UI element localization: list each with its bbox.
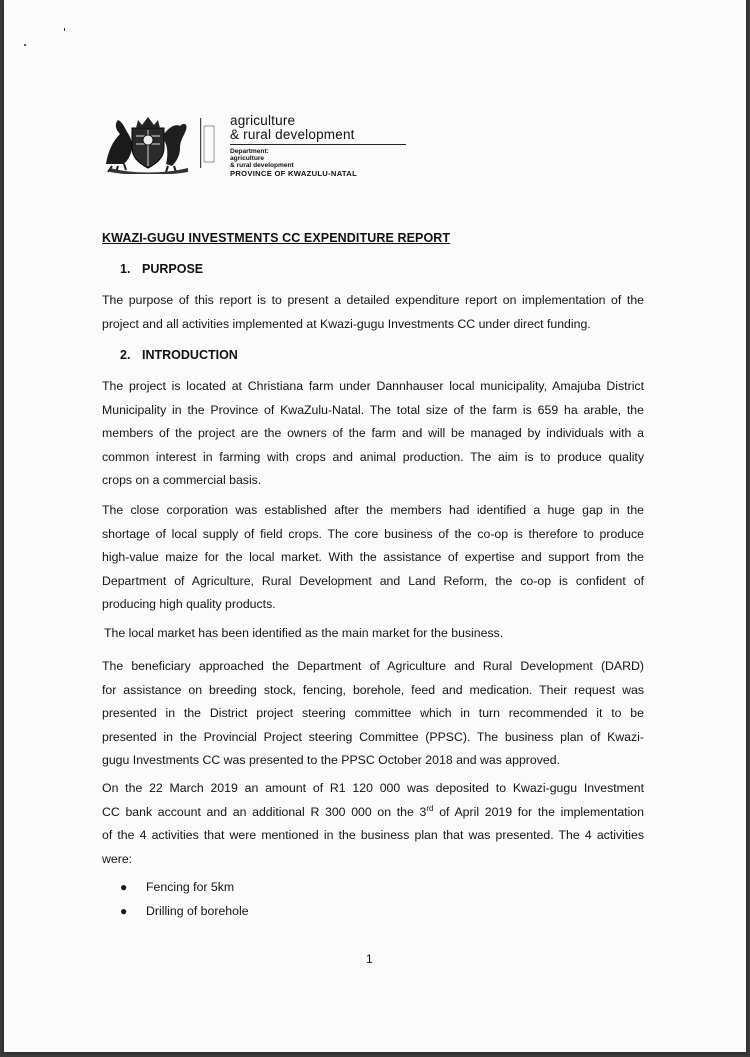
paragraph-line: high-value maize for the local market. With the assistance of expertise and support from the bbox=[102, 550, 644, 564]
paragraph-line: crops on a commercial basis. bbox=[102, 473, 262, 487]
list-item bbox=[120, 878, 249, 902]
paragraph-line: The local market has been identified as the main market for the business. bbox=[104, 626, 504, 640]
paragraph-line: were: bbox=[102, 851, 133, 866]
paragraph-line: common interest in farming with crops and animal production. The aim is to produce quality bbox=[102, 449, 644, 464]
document-page bbox=[4, 0, 746, 1052]
paragraph-line: The close corporation was established after the members had identified a huge gap in the bbox=[102, 503, 644, 517]
paragraph-line: presented in the Provincial Project steering Committee (PPSC). The business plan of Kwazi- bbox=[102, 729, 644, 744]
paragraph-line: presented in the District project steering committee which in turn recommended it to be bbox=[102, 706, 644, 720]
intro-paragraph-5 bbox=[102, 777, 644, 871]
intro-paragraph-3 bbox=[104, 622, 646, 646]
letterhead bbox=[102, 112, 412, 176]
page-number: 1 bbox=[366, 952, 373, 966]
scan-speck bbox=[24, 44, 26, 46]
brand-small-agriculture: agriculture bbox=[230, 155, 265, 162]
list-item-text: Fencing for 5km bbox=[146, 880, 235, 894]
section-number: 1. bbox=[120, 262, 131, 276]
bullet-icon: ● bbox=[120, 880, 128, 894]
section-heading-purpose bbox=[120, 262, 203, 276]
intro-paragraph-2 bbox=[102, 499, 644, 617]
section-heading-introduction bbox=[120, 348, 238, 362]
brand-province: PROVINCE OF KWAZULU-NATAL bbox=[230, 169, 358, 178]
paragraph-line: The purpose of this report is to present a detailed expenditure report on implementation of the bbox=[102, 293, 644, 307]
ordinal-suffix: rd bbox=[426, 803, 434, 813]
brand-department-label: Department: bbox=[230, 148, 269, 155]
brand-line-rural-development: & rural development bbox=[230, 127, 355, 142]
intro-paragraph-4 bbox=[102, 655, 644, 773]
intro-paragraph-1 bbox=[102, 375, 644, 493]
paragraph-line: gugu Investments CC was presented to the PPSC October 2018 and was approved. bbox=[102, 753, 560, 767]
department-branding bbox=[230, 114, 410, 178]
list-item bbox=[120, 902, 249, 926]
paragraph-line: producing high quality products. bbox=[102, 597, 276, 611]
section-heading-text: INTRODUCTION bbox=[142, 348, 238, 362]
paragraph-line: Municipality in the Province of KwaZulu-Natal. The total size of the farm is 659 ha arable, the bbox=[102, 402, 644, 417]
activities-list bbox=[120, 878, 249, 926]
report-title: KWAZI-GUGU INVESTMENTS CC EXPENDITURE REPORT bbox=[102, 231, 451, 245]
brand-rule bbox=[230, 144, 406, 145]
paragraph-line: shortage of local supply of field crops. The core business of the co-op is therefore to produce bbox=[102, 526, 644, 541]
coat-of-arms-logo bbox=[102, 112, 220, 174]
paragraph-line: members of the project are the owners of the farm and will be managed by individuals with a bbox=[102, 426, 644, 440]
line-text: CC bank account and an additional R 300 000 on the 3 bbox=[102, 804, 427, 819]
line-text: of April 2019 for the implementation bbox=[433, 804, 644, 819]
bullet-icon: ● bbox=[120, 904, 128, 918]
paragraph-line: for assistance on breeding stock, fencing, borehole, feed and medication. Their request was bbox=[102, 682, 644, 697]
brand-small-rural-development: & rural development bbox=[230, 162, 294, 169]
paragraph-line bbox=[102, 801, 644, 825]
list-item-text: Drilling of borehole bbox=[146, 904, 249, 918]
paragraph-line: On the 22 March 2019 an amount of R1 120 000 was deposited to Kwazi-gugu Investment bbox=[102, 781, 644, 795]
paragraph-line: project and all activities implemented at Kwazi-gugu Investments CC under direct funding. bbox=[102, 316, 591, 331]
section-heading-text: PURPOSE bbox=[142, 262, 204, 276]
paragraph-line: Department of Agriculture, Rural Development and Land Reform, the co-op is confident of bbox=[102, 573, 644, 588]
scan-speck bbox=[64, 28, 65, 31]
paragraph-line: of the 4 activities that were mentioned in the business plan that was presented. The 4 activities bbox=[102, 828, 644, 842]
section-number: 2. bbox=[120, 348, 131, 362]
paragraph-line: The project is located at Christiana farm under Dannhauser local municipality, Amajuba District bbox=[102, 379, 644, 393]
purpose-paragraph bbox=[102, 289, 644, 336]
paragraph-line: The beneficiary approached the Department of Agriculture and Rural Development (DARD) bbox=[102, 659, 644, 673]
brand-line-agriculture: agriculture bbox=[230, 113, 296, 128]
